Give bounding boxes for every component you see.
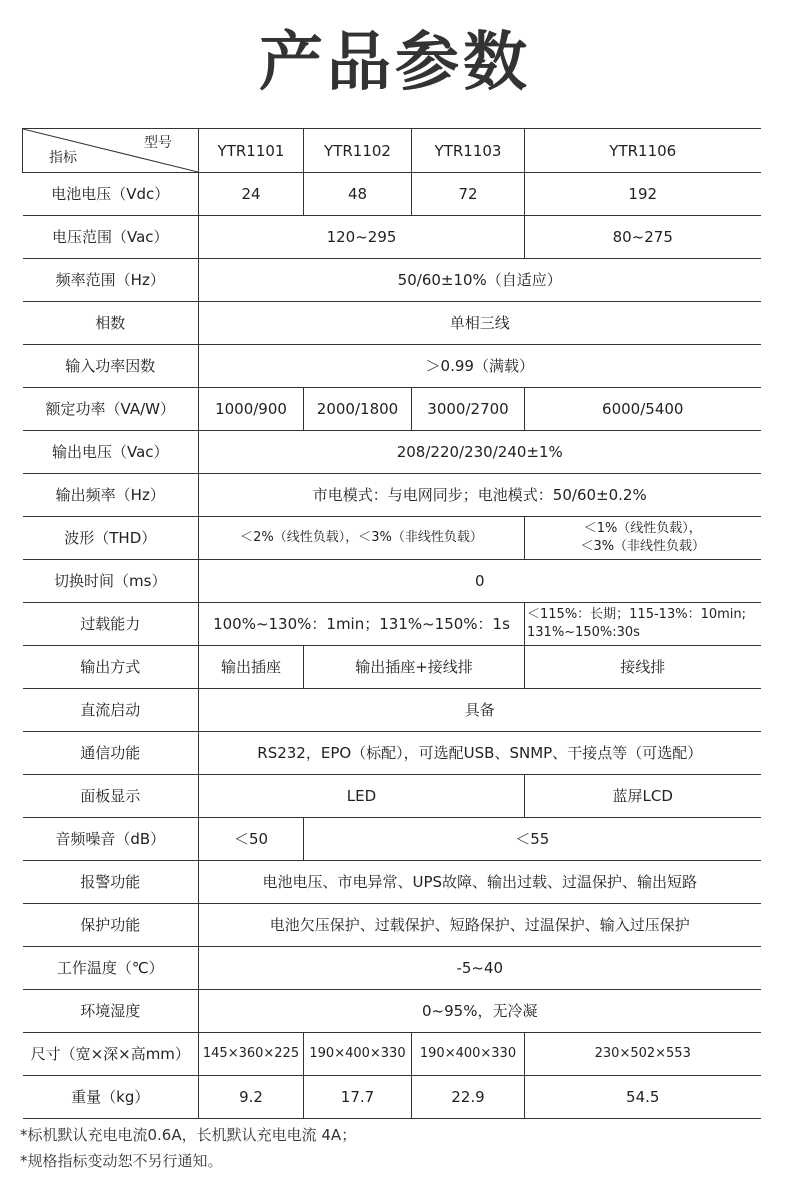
row-label: 保护功能: [23, 904, 199, 947]
row-label: 音频噪音（dB）: [23, 818, 199, 861]
table-cell: 48: [304, 173, 412, 216]
row-label: 输出电压（Vac）: [23, 431, 199, 474]
table-row: [23, 560, 761, 603]
table-cell: 3000/2700: [412, 388, 525, 431]
table-cell: 电池电压、市电异常、UPS故障、输出过载、过温保护、输出短路: [199, 861, 761, 904]
row-label: 输出频率（Hz）: [23, 474, 199, 517]
table-cell: 22.9: [412, 1076, 525, 1119]
spec-header-label: 指标: [49, 150, 77, 166]
table-row: [23, 904, 761, 947]
table-row: [23, 517, 761, 560]
table-row: [23, 388, 761, 431]
table-row: [23, 818, 761, 861]
row-label: 输出方式: [23, 646, 199, 689]
table-cell: 1000/900: [199, 388, 304, 431]
table-row: [23, 259, 761, 302]
table-cell: 17.7: [304, 1076, 412, 1119]
table-row: [23, 947, 761, 990]
row-label: 相数: [23, 302, 199, 345]
table-cell: 电池欠压保护、过载保护、短路保护、过温保护、输入过压保护: [199, 904, 761, 947]
cell-line: ＜1%（线性负载），: [583, 521, 702, 536]
model-cell: YTR1101: [199, 129, 304, 173]
row-label: 电压范围（Vac）: [23, 216, 199, 259]
table-cell: 输出插座: [199, 646, 304, 689]
table-row: [23, 646, 761, 689]
spec-table: [22, 128, 761, 1119]
table-cell: 蓝屏LCD: [525, 775, 761, 818]
table-cell: ＜55: [304, 818, 761, 861]
row-label: 过载能力: [23, 603, 199, 646]
table-cell: 接线排: [525, 646, 761, 689]
corner-cell: [23, 129, 199, 173]
table-cell: 单相三线: [199, 302, 761, 345]
table-cell: 6000/5400: [525, 388, 761, 431]
header-row: [23, 129, 761, 173]
table-cell: 80~275: [525, 216, 761, 259]
row-label: 尺寸（宽×深×高mm）: [23, 1033, 199, 1076]
table-cell: 230×502×553: [525, 1033, 761, 1076]
table-row: [23, 345, 761, 388]
table-row: [23, 603, 761, 646]
table-cell: 190×400×330: [412, 1033, 525, 1076]
table-row: [23, 689, 761, 732]
table-cell: 2000/1800: [304, 388, 412, 431]
table-cell: ＜2%（线性负载），＜3%（非线性负载）: [199, 517, 525, 560]
table-row: [23, 732, 761, 775]
cell-line: 131%~150%:30s: [527, 625, 640, 640]
cell-line: ＜115%：长期；115-13%：10min;: [527, 607, 747, 622]
table-cell: 100%~130%：1min；131%~150%：1s: [199, 603, 525, 646]
table-row: [23, 775, 761, 818]
row-label: 重量（kg）: [23, 1076, 199, 1119]
table-row: [23, 302, 761, 345]
table-cell: 0: [199, 560, 761, 603]
table-cell: 输出插座+接线排: [304, 646, 525, 689]
table-cell: 120~295: [199, 216, 525, 259]
table-cell: LED: [199, 775, 525, 818]
table-cell: ＜50: [199, 818, 304, 861]
row-label: 直流启动: [23, 689, 199, 732]
footnote: *规格指标变动恕不另行通知。: [20, 1152, 223, 1170]
row-label: 通信功能: [23, 732, 199, 775]
row-label: 输入功率因数: [23, 345, 199, 388]
table-cell: 0~95%，无冷凝: [199, 990, 761, 1033]
table-cell: 24: [199, 173, 304, 216]
table-cell: 54.5: [525, 1076, 761, 1119]
table-cell: RS232，EPO（标配），可选配USB、SNMP、干接点等（可选配）: [199, 732, 761, 775]
table-row: [23, 861, 761, 904]
row-label: 工作温度（℃）: [23, 947, 199, 990]
row-label: 环境湿度: [23, 990, 199, 1033]
row-label: 切换时间（ms）: [23, 560, 199, 603]
table-cell: [525, 517, 761, 560]
row-label: 额定功率（VA/W）: [23, 388, 199, 431]
table-row: [23, 173, 761, 216]
footnote: *标机默认充电电流0.6A，长机默认充电电流 4A；: [20, 1126, 357, 1144]
model-cell: YTR1102: [304, 129, 412, 173]
table-cell: 50/60±10%（自适应）: [199, 259, 761, 302]
row-label: 波形（THD）: [23, 517, 199, 560]
footnotes: [20, 1122, 356, 1174]
table-row: [23, 431, 761, 474]
table-cell: 208/220/230/240±1%: [199, 431, 761, 474]
row-label: 电池电压（Vdc）: [23, 173, 199, 216]
row-label: 报警功能: [23, 861, 199, 904]
table-cell: 9.2: [199, 1076, 304, 1119]
table-cell: 具备: [199, 689, 761, 732]
page-title: 产品参数: [259, 26, 531, 100]
table-cell: 市电模式：与电网同步；电池模式：50/60±0.2%: [199, 474, 761, 517]
table-cell: 145×360×225: [199, 1033, 304, 1076]
row-label: 频率范围（Hz）: [23, 259, 199, 302]
table-row: [23, 1076, 761, 1119]
table-cell: 190×400×330: [304, 1033, 412, 1076]
table-row: [23, 1033, 761, 1076]
model-header-label: 型号: [144, 135, 172, 151]
table-row: [23, 990, 761, 1033]
model-cell: YTR1103: [412, 129, 525, 173]
table-cell: [525, 603, 761, 646]
table-cell: ＞0.99（满载）: [199, 345, 761, 388]
row-label: 面板显示: [23, 775, 199, 818]
table-cell: 192: [525, 173, 761, 216]
table-cell: 72: [412, 173, 525, 216]
table-row: [23, 216, 761, 259]
model-cell: YTR1106: [525, 129, 761, 173]
cell-line: ＜3%（非线性负载）: [580, 539, 706, 554]
table-row: [23, 474, 761, 517]
table-cell: -5~40: [199, 947, 761, 990]
